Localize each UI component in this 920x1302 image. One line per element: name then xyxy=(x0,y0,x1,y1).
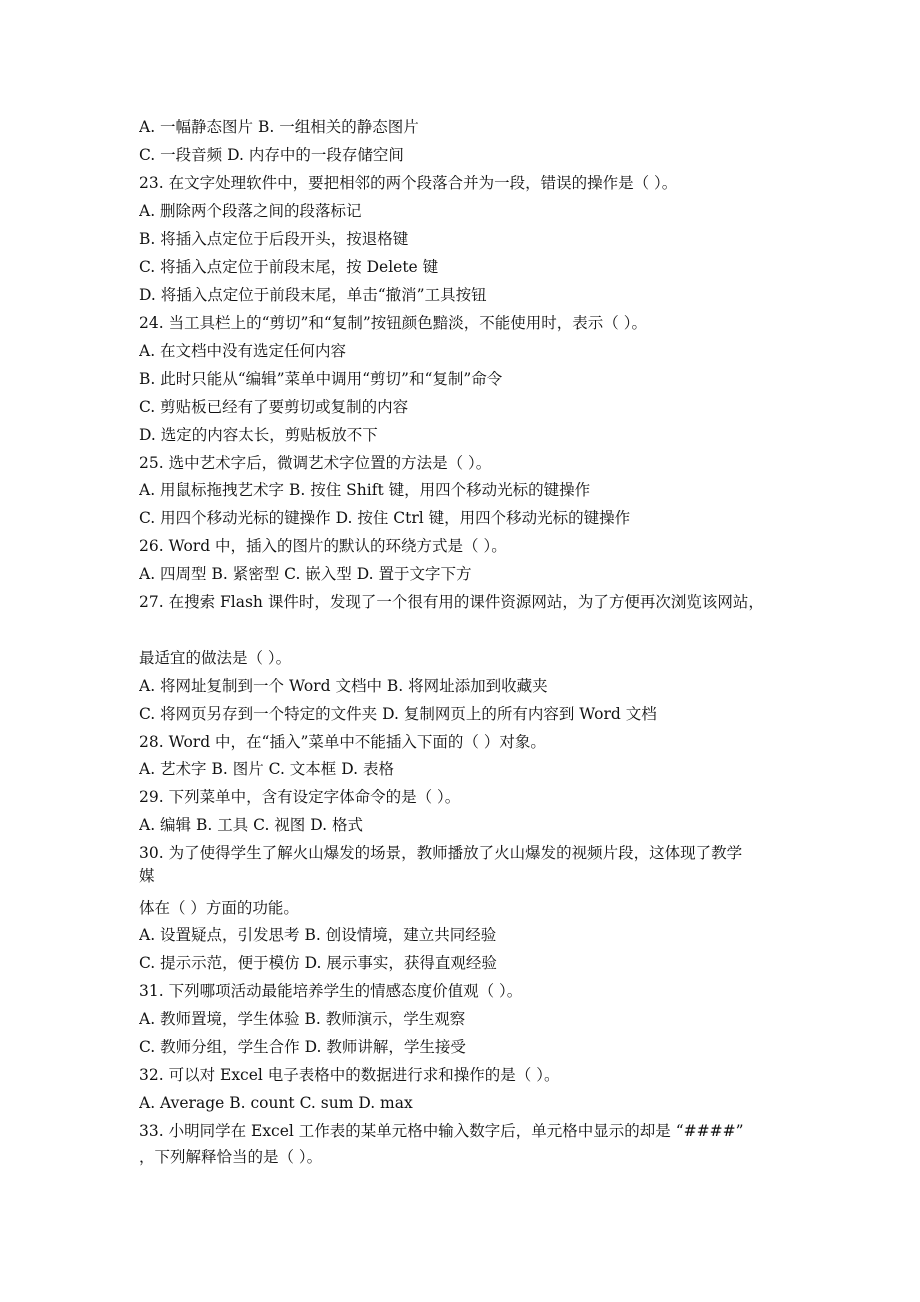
question-line: 26. Word 中，插入的图片的默认的环绕方式是（ ）。 xyxy=(139,537,507,555)
option-line: C. 一段音频 D. 内存中的一段存储空间 xyxy=(139,146,404,164)
option-line: D. 选定的内容太长，剪贴板放不下 xyxy=(139,426,378,444)
question-line: 29. 下列菜单中，含有设定字体命令的是（ ）。 xyxy=(139,788,461,806)
option-line: A. 一幅静态图片 B. 一组相关的静态图片 xyxy=(139,118,419,136)
option-line: B. 此时只能从“编辑”菜单中调用“剪切”和“复制”命令 xyxy=(139,370,503,388)
option-line: C. 提示示范，便于模仿 D. 展示事实，获得直观经验 xyxy=(139,954,497,972)
option-line: A. 教师置境，学生体验 B. 教师演示，学生观察 xyxy=(139,1010,466,1028)
option-line: C. 将插入点定位于前段末尾，按 Delete 键 xyxy=(139,258,439,276)
question-line: 23. 在文字处理软件中，要把相邻的两个段落合并为一段，错误的操作是（ ）。 xyxy=(139,174,678,192)
question-line: 24. 当工具栏上的“剪切”和“复制”按钮颜色黯淡，不能使用时，表示（ ）。 xyxy=(139,314,647,332)
option-line: A. 编辑 B. 工具 C. 视图 D. 格式 xyxy=(139,816,363,834)
option-line: C. 剪贴板已经有了要剪切或复制的内容 xyxy=(139,398,409,416)
question-line: 32. 可以对 Excel 电子表格中的数据进行求和操作的是（ ）。 xyxy=(139,1066,560,1084)
option-line: A. 设置疑点，引发思考 B. 创设情境，建立共同经验 xyxy=(139,926,497,944)
question-line: 媒 xyxy=(139,867,155,885)
question-line: 最适宜的做法是（ ）。 xyxy=(139,649,292,667)
option-line: A. Average B. count C. sum D. max xyxy=(139,1094,413,1112)
option-line: B. 将插入点定位于后段开头，按退格键 xyxy=(139,230,409,248)
option-line: C. 用四个移动光标的键操作 D. 按住 Ctrl 键，用四个移动光标的键操作 xyxy=(139,509,631,527)
question-line: 27. 在搜索 Flash 课件时，发现了一个很有用的课件资源网站，为了方便再次浏览该网站， xyxy=(139,593,764,611)
question-line: 33. 小明同学在 Excel 工作表的某单元格中输入数字后，单元格中显示的却是 “####” xyxy=(139,1122,744,1140)
option-line: A. 在文档中没有选定任何内容 xyxy=(139,342,347,360)
question-line: 28. Word 中，在“插入”菜单中不能插入下面的（ ）对象。 xyxy=(139,733,546,751)
option-line: A. 艺术字 B. 图片 C. 文本框 D. 表格 xyxy=(139,760,394,778)
option-line: C. 教师分组，学生合作 D. 教师讲解，学生接受 xyxy=(139,1038,466,1056)
option-line: C. 将网页另存到一个特定的文件夹 D. 复制网页上的所有内容到 Word 文档 xyxy=(139,705,657,723)
question-line: 25. 选中艺术字后，微调艺术字位置的方法是（ ）。 xyxy=(139,454,492,472)
question-line: 30. 为了使得学生了解火山爆发的场景，教师播放了火山爆发的视频片段，这体现了教学 xyxy=(139,844,743,862)
question-line: 31. 下列哪项活动最能培养学生的情感态度价值观（ ）。 xyxy=(139,982,523,1000)
option-line: A. 用鼠标拖拽艺术字 B. 按住 Shift 键，用四个移动光标的键操作 xyxy=(139,481,591,499)
option-line: A. 将网址复制到一个 Word 文档中 B. 将网址添加到收藏夹 xyxy=(139,677,548,695)
option-line: D. 将插入点定位于前段末尾，单击“撤消”工具按钮 xyxy=(139,286,487,304)
question-line: ，下列解释恰当的是（ ）。 xyxy=(139,1148,323,1166)
question-line: 体在（ ）方面的功能。 xyxy=(139,899,299,917)
option-line: A. 删除两个段落之间的段落标记 xyxy=(139,202,362,220)
option-line: A. 四周型 B. 紧密型 C. 嵌入型 D. 置于文字下方 xyxy=(139,565,472,583)
